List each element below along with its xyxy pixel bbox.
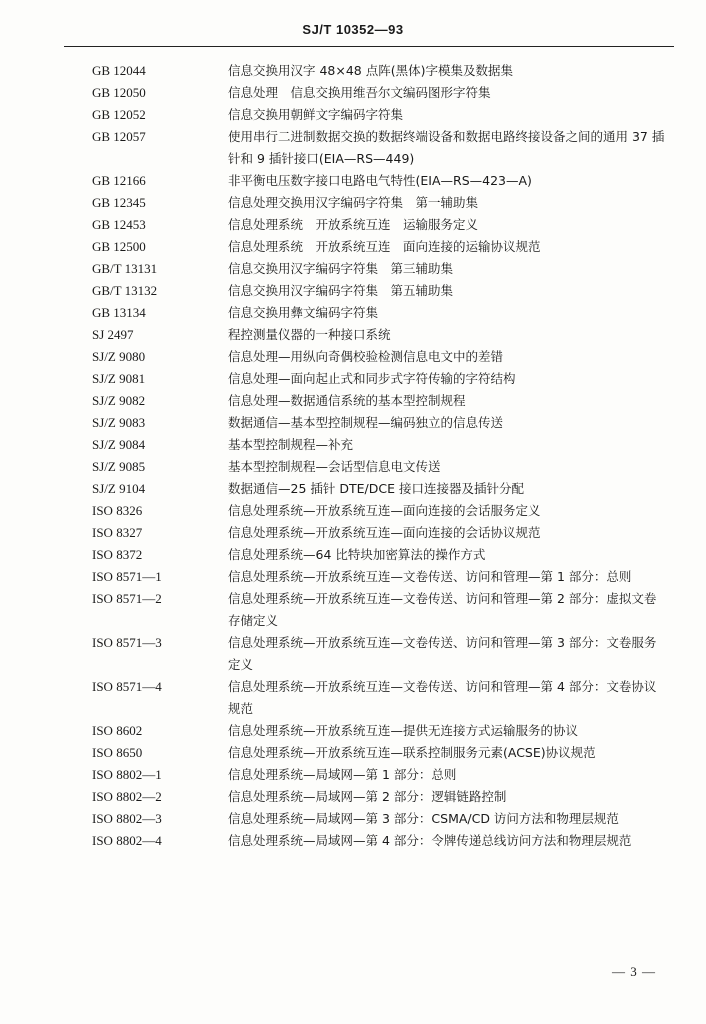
reference-code: ISO 8602 xyxy=(92,723,143,738)
reference-code: SJ/Z 9084 xyxy=(92,437,146,452)
reference-title: 信息处理系统—开放系统互连—文卷传送、访问和管理—第 4 部分：文卷协议规范 xyxy=(228,679,657,716)
reference-entry xyxy=(0,566,706,588)
reference-entry xyxy=(0,126,706,170)
reference-title: 信息处理系统—开放系统互连—提供无连接方式运输服务的协议 xyxy=(228,723,579,738)
reference-entry xyxy=(0,478,706,500)
reference-code: SJ/Z 9081 xyxy=(92,371,146,386)
reference-code: GB 13134 xyxy=(92,305,146,320)
reference-title: 信息处理系统—局域网—第 2 部分：逻辑链路控制 xyxy=(228,789,507,804)
reference-title: 信息处理—用纵向奇偶校验检测信息电文中的差错 xyxy=(228,349,504,364)
reference-title: 信息处理系统—开放系统互连—面向连接的会话服务定义 xyxy=(228,503,541,518)
reference-code: ISO 8571—1 xyxy=(92,569,162,584)
reference-title: 信息处理 信息交换用维吾尔文编码图形字符集 xyxy=(228,85,491,100)
reference-entry xyxy=(0,170,706,192)
header-rule xyxy=(64,46,674,47)
reference-entry xyxy=(0,214,706,236)
reference-code: SJ/Z 9083 xyxy=(92,415,146,430)
reference-entry xyxy=(0,720,706,742)
reference-entry xyxy=(0,390,706,412)
reference-title: 信息处理系统 开放系统互连 面向连接的运输协议规范 xyxy=(228,239,541,254)
reference-code: GB 12044 xyxy=(92,63,146,78)
reference-title: 程控测量仪器的一种接口系统 xyxy=(228,327,391,342)
reference-code: ISO 8326 xyxy=(92,503,143,518)
reference-title: 基本型控制规程—会话型信息电文传送 xyxy=(228,459,441,474)
reference-code: ISO 8650 xyxy=(92,745,143,760)
reference-entry xyxy=(0,368,706,390)
reference-title: 数据通信—基本型控制规程—编码独立的信息传送 xyxy=(228,415,504,430)
reference-entry xyxy=(0,324,706,346)
reference-code: ISO 8802—3 xyxy=(92,811,162,826)
reference-title: 信息处理系统—局域网—第 4 部分：令牌传递总线访问方法和物理层规范 xyxy=(228,833,632,848)
reference-code: GB 12166 xyxy=(92,173,146,188)
reference-entry xyxy=(0,280,706,302)
page-number: — 3 — xyxy=(612,964,656,979)
reference-title: 信息交换用汉字编码字符集 第五辅助集 xyxy=(228,283,454,298)
reference-title: 信息处理—数据通信系统的基本型控制规程 xyxy=(228,393,466,408)
reference-code: ISO 8802—4 xyxy=(92,833,162,848)
reference-title: 信息处理—面向起止式和同步式字符传输的字符结构 xyxy=(228,371,516,386)
reference-code: ISO 8571—3 xyxy=(92,635,162,650)
reference-title: 信息处理系统 开放系统互连 运输服务定义 xyxy=(228,217,479,232)
reference-title: 信息交换用汉字 48×48 点阵(黑体)字模集及数据集 xyxy=(228,63,513,78)
reference-title: 基本型控制规程—补充 xyxy=(228,437,354,452)
reference-code: SJ/Z 9080 xyxy=(92,349,146,364)
reference-entry xyxy=(0,236,706,258)
reference-code: GB 12345 xyxy=(92,195,146,210)
reference-title: 使用串行二进制数据交换的数据终端设备和数据电路终接设备之间的通用 37 插针和 9 插针接口(EIA—RS—449) xyxy=(228,129,665,166)
reference-entry xyxy=(0,544,706,566)
reference-entry xyxy=(0,104,706,126)
reference-title: 信息交换用彝文编码字符集 xyxy=(228,305,379,320)
reference-code: GB 12050 xyxy=(92,85,146,100)
reference-title: 信息处理交换用汉字编码字符集 第一辅助集 xyxy=(228,195,479,210)
reference-entry xyxy=(0,82,706,104)
reference-title: 非平衡电压数字接口电路电气特性(EIA—RS—423—A) xyxy=(228,173,532,188)
reference-title: 信息处理系统—局域网—第 3 部分：CSMA/CD 访问方法和物理层规范 xyxy=(228,811,619,826)
reference-entry xyxy=(0,60,706,82)
reference-code: ISO 8372 xyxy=(92,547,143,562)
reference-title: 信息交换用汉字编码字符集 第三辅助集 xyxy=(228,261,454,276)
reference-title: 信息处理系统—开放系统互连—联系控制服务元素(ACSE)协议规范 xyxy=(228,745,596,760)
standard-header: SJ/T 10352—93 xyxy=(302,22,404,37)
reference-code: GB/T 13132 xyxy=(92,283,158,298)
reference-code: ISO 8802—2 xyxy=(92,789,162,804)
reference-title: 数据通信—25 插针 DTE/DCE 接口连接器及插针分配 xyxy=(228,481,524,496)
reference-code: GB 12453 xyxy=(92,217,146,232)
reference-entry xyxy=(0,456,706,478)
reference-title: 信息处理系统—局域网—第 1 部分：总则 xyxy=(228,767,457,782)
reference-entry xyxy=(0,742,706,764)
reference-title: 信息处理系统—64 比特块加密算法的操作方式 xyxy=(228,547,486,562)
reference-entry xyxy=(0,302,706,324)
reference-entry xyxy=(0,830,706,852)
reference-title: 信息处理系统—开放系统互连—面向连接的会话协议规范 xyxy=(228,525,541,540)
reference-title: 信息处理系统—开放系统互连—文卷传送、访问和管理—第 3 部分：文卷服务定义 xyxy=(228,635,657,672)
reference-entry xyxy=(0,676,706,720)
reference-code: SJ/Z 9104 xyxy=(92,481,146,496)
reference-entry xyxy=(0,786,706,808)
reference-code: GB 12052 xyxy=(92,107,146,122)
reference-code: ISO 8327 xyxy=(92,525,143,540)
reference-title: 信息处理系统—开放系统互连—文卷传送、访问和管理—第 1 部分：总则 xyxy=(228,569,632,584)
reference-title: 信息交换用朝鲜文字编码字符集 xyxy=(228,107,404,122)
reference-entry xyxy=(0,808,706,830)
reference-code: GB/T 13131 xyxy=(92,261,158,276)
reference-code: ISO 8802—1 xyxy=(92,767,162,782)
reference-code: SJ 2497 xyxy=(92,327,134,342)
reference-entry xyxy=(0,632,706,676)
reference-code: GB 12057 xyxy=(92,129,146,144)
reference-entry xyxy=(0,258,706,280)
reference-code: SJ/Z 9085 xyxy=(92,459,146,474)
reference-entry xyxy=(0,522,706,544)
reference-entry xyxy=(0,346,706,368)
reference-list xyxy=(0,60,706,852)
reference-entry xyxy=(0,500,706,522)
reference-entry xyxy=(0,412,706,434)
reference-code: SJ/Z 9082 xyxy=(92,393,146,408)
reference-code: ISO 8571—4 xyxy=(92,679,162,694)
reference-entry xyxy=(0,192,706,214)
reference-code: GB 12500 xyxy=(92,239,146,254)
reference-entry xyxy=(0,434,706,456)
reference-entry xyxy=(0,764,706,786)
reference-code: ISO 8571—2 xyxy=(92,591,162,606)
reference-title: 信息处理系统—开放系统互连—文卷传送、访问和管理—第 2 部分：虚拟文卷存储定义 xyxy=(228,591,657,628)
reference-entry xyxy=(0,588,706,632)
